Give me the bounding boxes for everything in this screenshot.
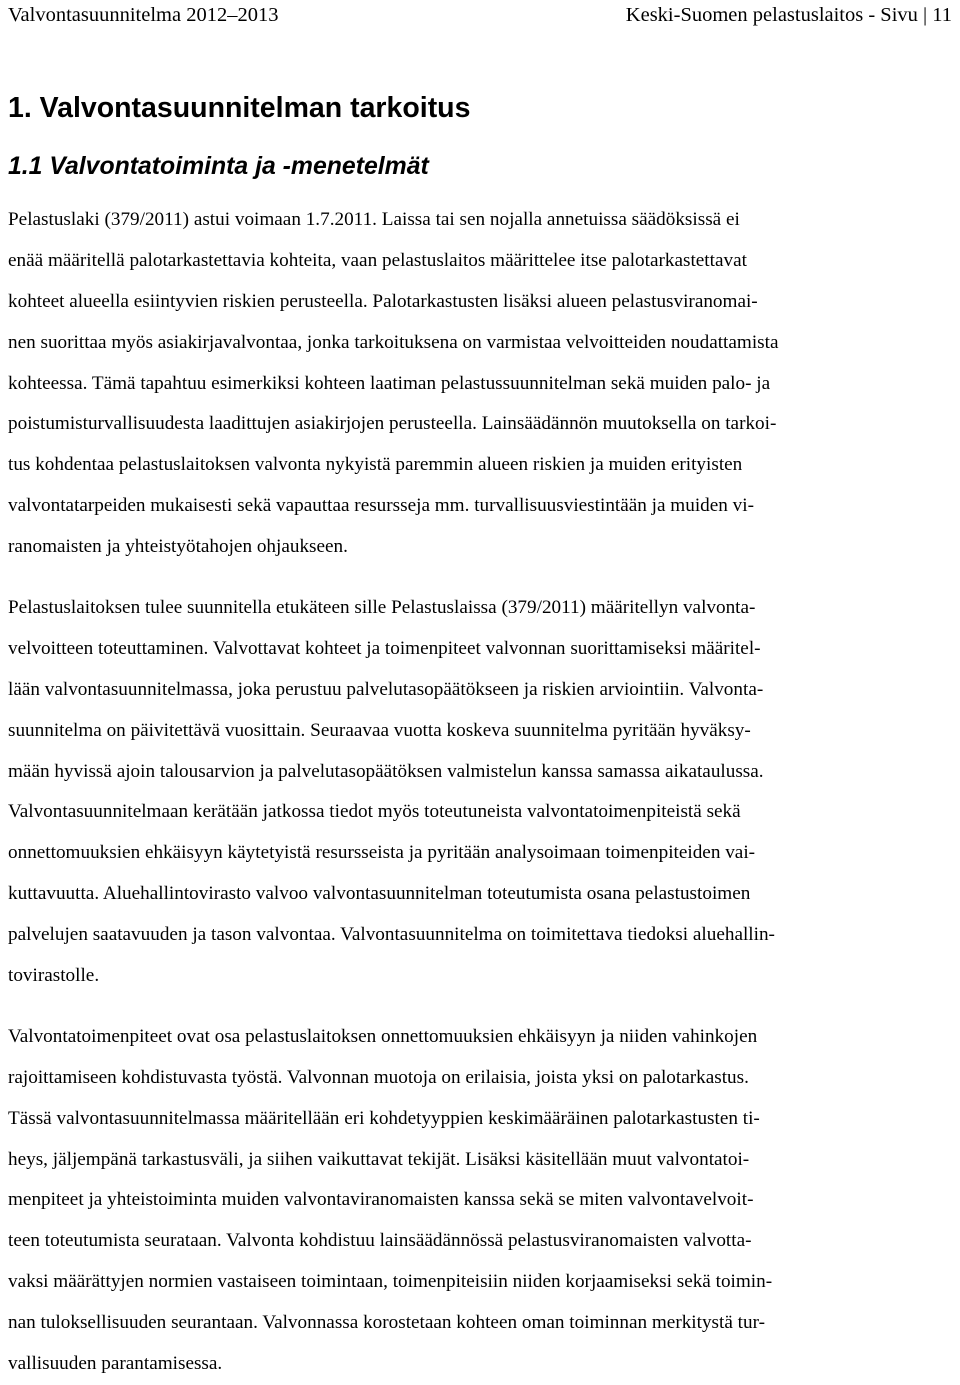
text-line: mään hyvissä ajoin talousarvion ja palvelutasopäätöksen valmistelun kanssa samassa aikataulussa. (8, 760, 764, 782)
text-line: Valvontasuunnitelmaan kerätään jatkossa tiedot myös toteutuneista valvontatoimenpiteistä sekä (8, 801, 741, 823)
text-line: velvoitteen toteuttaminen. Valvottavat kohteet ja toimenpiteet valvonnan suorittamiseksi määritel- (8, 637, 761, 659)
text-line: onnettomuuksien ehkäisyyn käytetyistä resursseista ja pyritään analysoimaan toimenpiteiden vai- (8, 842, 756, 864)
text-line: suunnitelma on päivitettävä vuosittain. Seuraavaa vuotta koskeva suunnitelma pyritään hyväksy- (8, 719, 751, 741)
text-line: tovirastolle. (8, 965, 100, 987)
text-line: nan tuloksellisuuden seurantaan. Valvonnassa korostetaan kohteen oman toiminnan merkitystä tur- (8, 1312, 765, 1334)
paragraph-3 (8, 1017, 952, 1385)
text-line: vaksi määrättyjen normien vastaiseen toimintaan, toimenpiteisiin niiden korjaamiseksi sekä toimin- (8, 1271, 773, 1293)
text-line: Pelastuslaitoksen tulee suunnitella etukäteen sille Pelastuslaissa (379/2011) määritellyn valvonta- (8, 597, 756, 619)
text-line: poistumisturvallisuudesta laadittujen asiakirjojen perusteella. Lainsäädännön muutoksella on tarkoi- (8, 413, 777, 435)
text-line: tus kohdentaa pelastuslaitoksen valvonta nykyistä paremmin alueen riskien ja muiden erityisten (8, 454, 743, 476)
paragraph-spacer (8, 997, 952, 1017)
text-line: kohteessa. Tämä tapahtuu esimerkiksi kohteen laatiman pelastussuunnitelman sekä muiden palo- ja (8, 372, 771, 394)
text-line: teen toteutumista seurataan. Valvonta kohdistuu lainsäädännössä pelastusviranomaisten valvotta- (8, 1230, 752, 1252)
text-line: Tässä valvontasuunnitelmassa määritellään eri kohdetyyppien keskimääräinen palotarkastusten ti- (8, 1107, 760, 1129)
text-line: heys, jäljempänä tarkastusväli, ja siihen vaikuttavat tekijät. Lisäksi käsitellään muut valvontatoi- (8, 1148, 750, 1170)
text-line: ranomaisten ja yhteistyötahojen ohjaukseen. (8, 536, 348, 558)
paragraph-2 (8, 588, 952, 997)
text-line: nen suorittaa myös asiakirjavalvontaa, jonka tarkoituksena on varmistaa velvoitteiden noudattamista (8, 331, 779, 353)
paragraph-spacer (8, 568, 952, 588)
text-line: menpiteet ja yhteistoiminta muiden valvontaviranomaisten kanssa sekä se miten valvontavelvoit- (8, 1189, 754, 1211)
text-line: Valvontatoimenpiteet ovat osa pelastuslaitoksen onnettomuuksien ehkäisyyn ja niiden vahinkojen (8, 1025, 758, 1047)
header-publisher-page: Keski-Suomen pelastuslaitos - Sivu | 11 (625, 4, 952, 26)
subsection-heading: 1.1 Valvontatoiminta ja -menetelmät (8, 153, 429, 180)
text-line: valvontatarpeiden mukaisesti sekä vapauttaa resursseja mm. turvallisuusviestintään ja muiden vi- (8, 495, 754, 517)
text-line: vallisuuden parantamisessa. (8, 1353, 223, 1375)
text-line: kohteet alueella esiintyvien riskien perusteella. Palotarkastusten lisäksi alueen pelastusviranomai- (8, 290, 758, 312)
text-line: kuttavuutta. Aluehallintovirasto valvoo valvontasuunnitelman toteutumista osana pelastustoimen (8, 883, 751, 905)
text-line: palvelujen saatavuuden ja tason valvontaa. Valvontasuunnitelma on toimitettava tiedoksi aluehallin- (8, 924, 775, 946)
text-line: enää määritellä palotarkastettavia kohteita, vaan pelastuslaitos määrittelee itse palotarkastettavat (8, 249, 747, 271)
paragraph-1 (8, 200, 952, 568)
text-line: rajoittamiseen kohdistuvasta työstä. Valvonnan muotoja on erilaisia, joista yksi on palotarkastus. (8, 1066, 749, 1088)
text-line: Pelastuslaki (379/2011) astui voimaan 1.7.2011. Laissa tai sen nojalla annetuissa säädöksissä ei (8, 209, 740, 230)
section-heading: 1. Valvontasuunnitelman tarkoitus (8, 92, 471, 124)
header-document-title: Valvontasuunnitelma 2012–2013 (8, 4, 279, 26)
body-text (8, 200, 952, 1385)
running-header (8, 3, 952, 27)
text-line: lään valvontasuunnitelmassa, joka perustuu palvelutasopäätökseen ja riskien arviointiin. Valvonta- (8, 678, 764, 700)
